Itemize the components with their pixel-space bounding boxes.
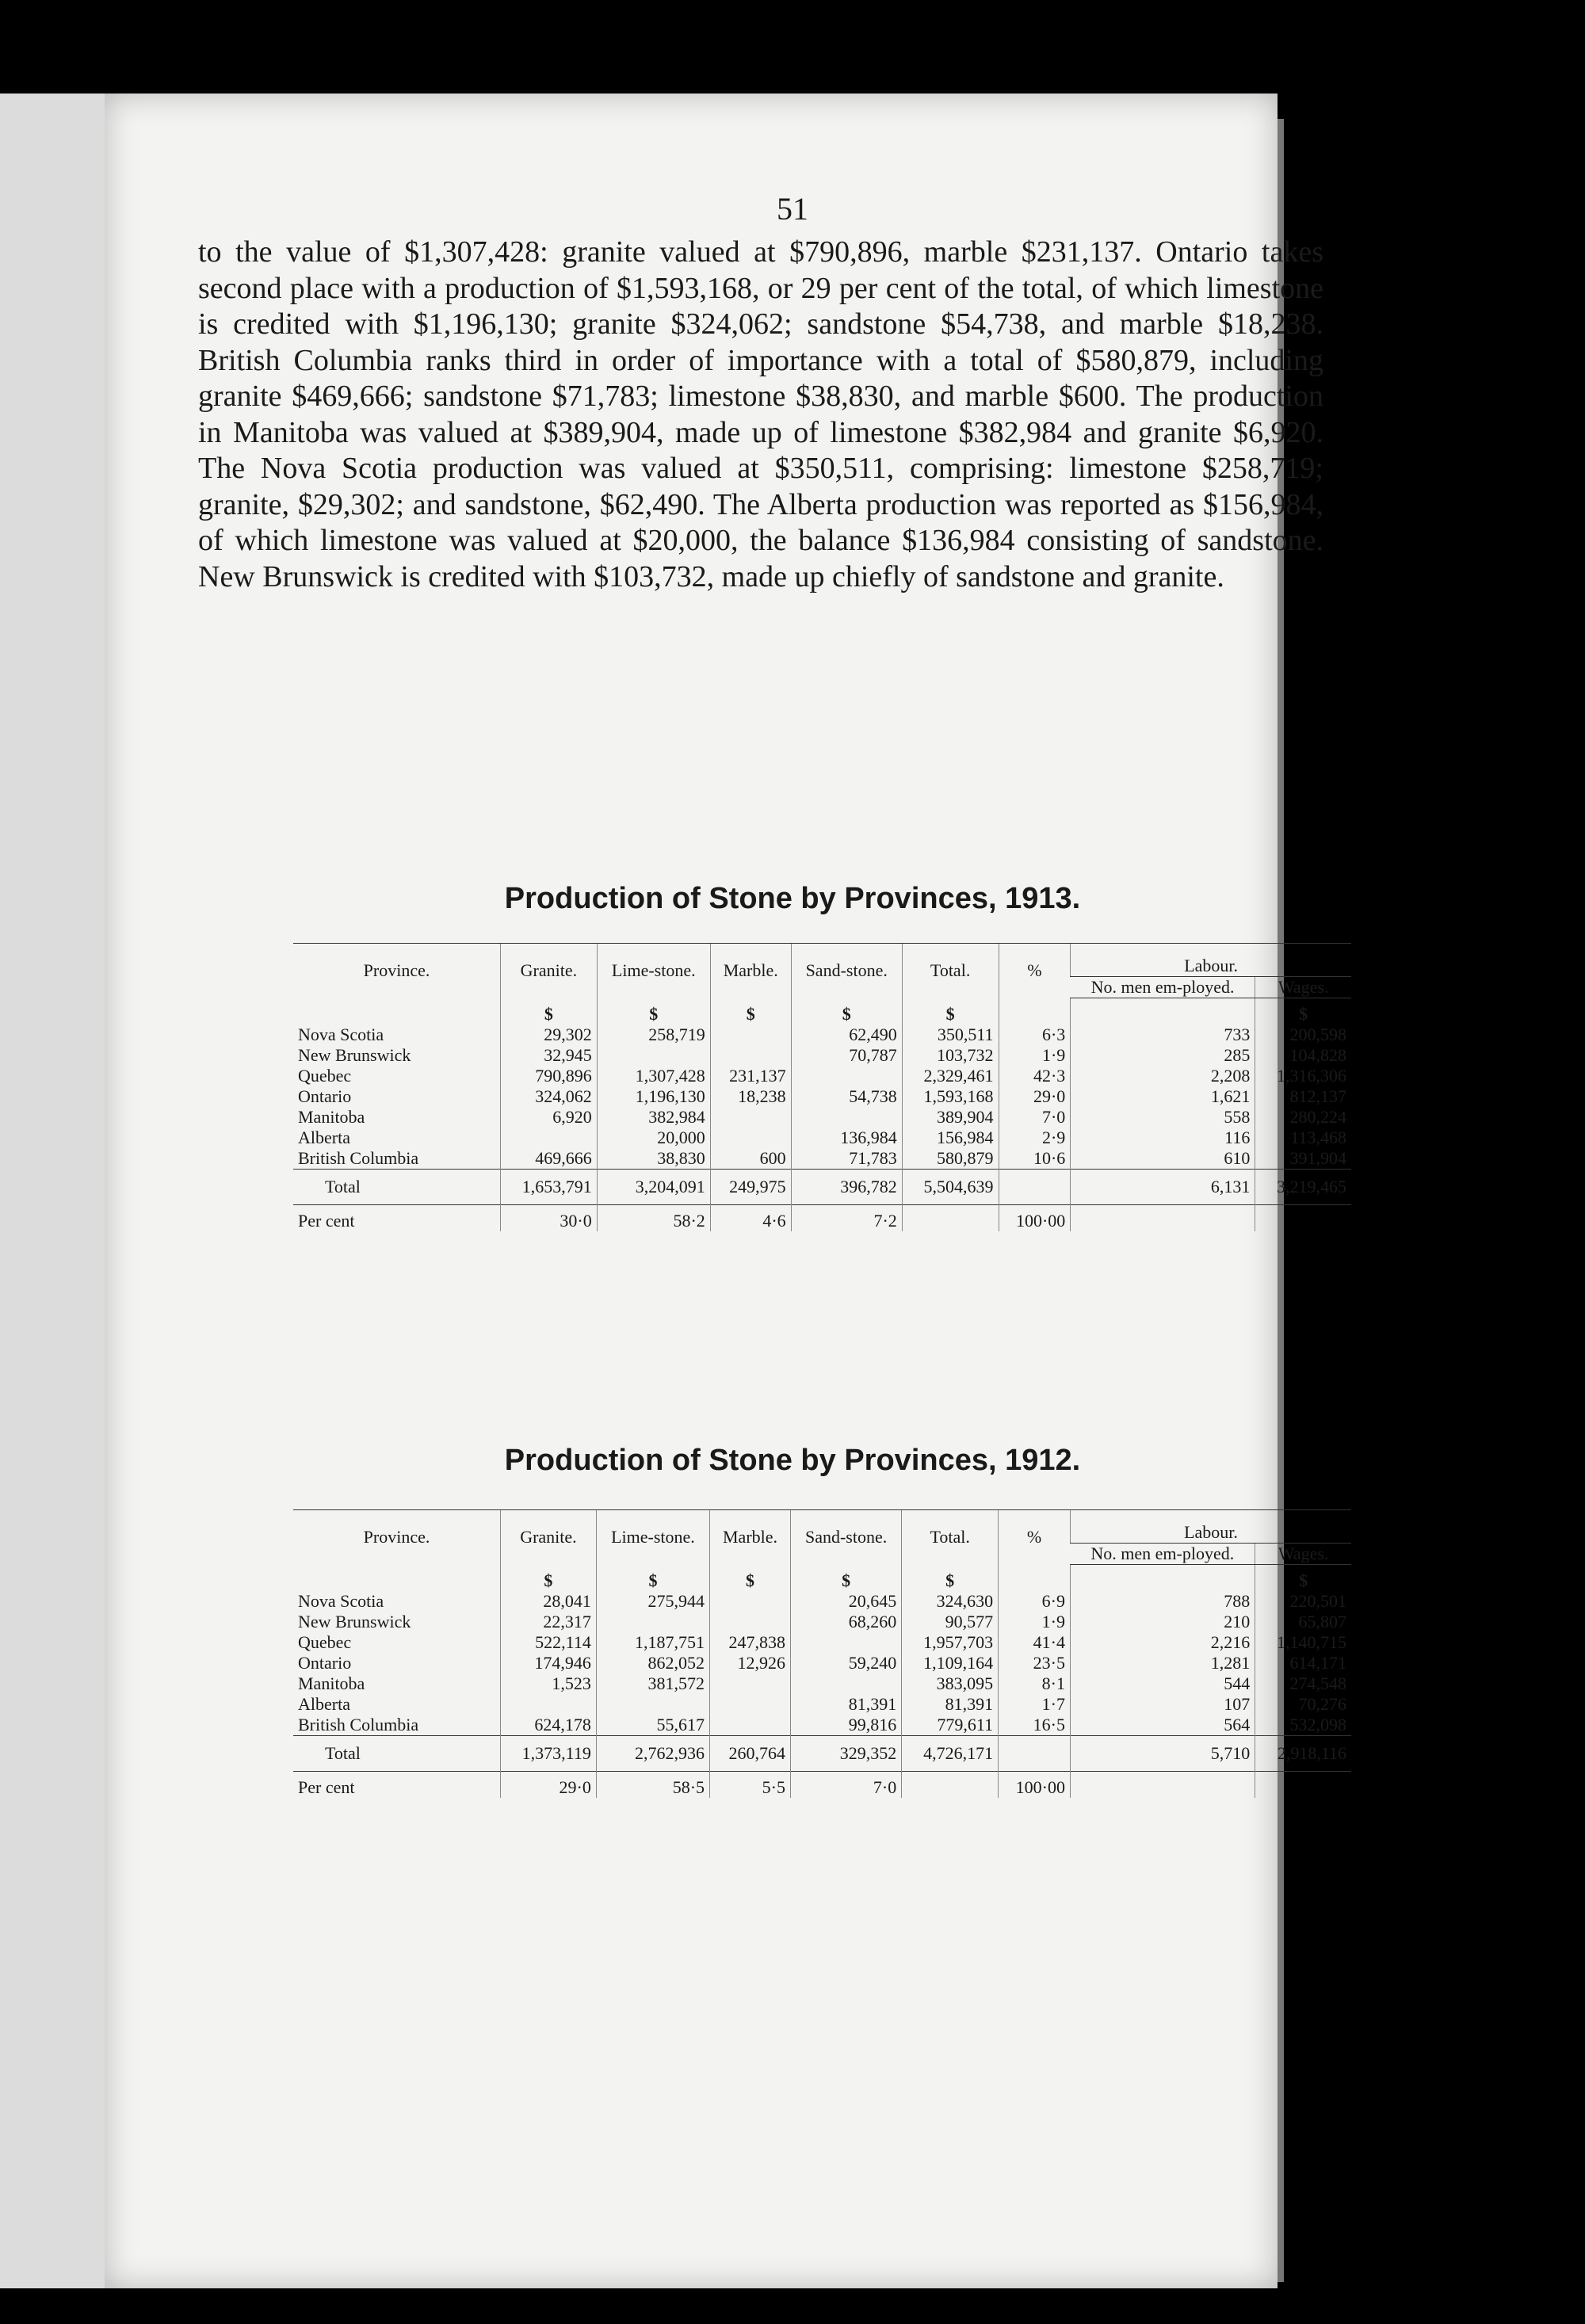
limestone-cell: 1,187,751 (596, 1632, 709, 1653)
sandstone-cell: 62,490 (791, 1025, 902, 1045)
total-cell: 103,732 (902, 1045, 999, 1066)
total-cell: 580,879 (902, 1148, 999, 1170)
total-percent (999, 1170, 1071, 1205)
per-cent-granite: 30·0 (501, 1205, 598, 1232)
wages-cell: 532,098 (1255, 1715, 1351, 1736)
granite-cell: 522,114 (501, 1632, 597, 1653)
per-cent-granite: 29·0 (501, 1772, 597, 1799)
table-row (293, 1694, 1351, 1715)
per-cent-limestone: 58·2 (597, 1205, 710, 1232)
table-title-1913: Production of Stone by Provinces, 1913. (504, 882, 1081, 915)
limestone-cell: 38,830 (597, 1148, 710, 1170)
sandstone-cell: 68,260 (790, 1612, 901, 1632)
limestone-cell: 862,052 (596, 1653, 709, 1673)
table-row (293, 1086, 1351, 1107)
limestone-cell: 1,307,428 (597, 1066, 710, 1086)
men-cell: 285 (1071, 1045, 1255, 1066)
wages-header: Wages. (1255, 1544, 1351, 1565)
per-cent-total (902, 1205, 999, 1232)
table-header (293, 944, 1351, 998)
table-row (293, 1025, 1351, 1045)
total-granite: 1,653,791 (501, 1170, 598, 1205)
table-row (293, 1148, 1351, 1170)
percent-cell: 41·4 (999, 1632, 1071, 1653)
table-row (293, 1591, 1351, 1612)
total-men: 6,131 (1071, 1170, 1255, 1205)
men-employed-header: No. men em-ployed. (1070, 1544, 1255, 1565)
table-row (293, 1673, 1351, 1694)
men-cell: 210 (1070, 1612, 1255, 1632)
sandstone-cell: 54,738 (791, 1086, 902, 1107)
province-cell: Alberta (298, 1694, 350, 1714)
wages-cell: 1,140,715 (1255, 1632, 1351, 1653)
limestone-cell: 258,719 (597, 1025, 710, 1045)
per-cent-limestone: 58·5 (596, 1772, 709, 1799)
province-header: Province. (293, 944, 501, 998)
currency-blank (1070, 1565, 1255, 1592)
table-title-1912: Production of Stone by Provinces, 1912. (504, 1444, 1081, 1477)
total-cell: 383,095 (902, 1673, 999, 1694)
granite-cell (501, 1694, 597, 1715)
limestone-cell: 382,984 (597, 1107, 710, 1128)
per-cent-marble: 5·5 (710, 1772, 791, 1799)
per-cent-label: Per cent (293, 1205, 501, 1232)
percent-cell: 8·1 (999, 1673, 1071, 1694)
wages-cell: 274,548 (1255, 1673, 1351, 1694)
table-row (293, 1653, 1351, 1673)
table-row (293, 1715, 1351, 1736)
per-cent-men (1071, 1205, 1255, 1232)
limestone-header: Lime-stone. (596, 1510, 709, 1565)
sandstone-header: Sand-stone. (790, 1510, 901, 1565)
limestone-cell (597, 1045, 710, 1066)
per-cent-row (293, 1205, 1351, 1232)
per-cent-row (293, 1772, 1351, 1799)
granite-cell (501, 1128, 598, 1148)
total-sandstone: 329,352 (790, 1736, 901, 1772)
percent-cell: 1·7 (999, 1694, 1071, 1715)
granite-header: Granite. (501, 1510, 597, 1565)
sandstone-cell: 59,240 (790, 1653, 901, 1673)
sandstone-cell (791, 1066, 902, 1086)
men-employed-header: No. men em-ployed. (1071, 977, 1255, 998)
province-cell: British Columbia (298, 1148, 419, 1168)
per-cent-wages (1255, 1205, 1351, 1232)
sandstone-header: Sand-stone. (791, 944, 902, 998)
wages-cell: 220,501 (1255, 1591, 1351, 1612)
book-spine-shadow (0, 93, 109, 2288)
percent-cell: 23·5 (999, 1653, 1071, 1673)
province-cell: Nova Scotia (298, 1591, 384, 1611)
marble-cell (710, 1673, 791, 1694)
total-percent (999, 1736, 1071, 1772)
wages-cell: 70,276 (1255, 1694, 1351, 1715)
total-label: Total (293, 1170, 501, 1205)
province-header: Province. (293, 1510, 501, 1565)
dollar-sign: $ (791, 998, 902, 1025)
marble-cell (710, 1128, 791, 1148)
total-limestone: 3,204,091 (597, 1170, 710, 1205)
marble-cell: 18,238 (710, 1086, 791, 1107)
total-cell: 81,391 (902, 1694, 999, 1715)
header-row (293, 1510, 1351, 1544)
table-row (293, 1045, 1351, 1066)
marble-cell (710, 1045, 791, 1066)
granite-cell: 32,945 (501, 1045, 598, 1066)
currency-row (293, 1565, 1351, 1592)
total-total: 4,726,171 (902, 1736, 999, 1772)
marble-cell: 247,838 (710, 1632, 791, 1653)
marble-cell (710, 1591, 791, 1612)
percent-cell: 10·6 (999, 1148, 1071, 1170)
granite-cell: 324,062 (501, 1086, 598, 1107)
granite-cell: 1,523 (501, 1673, 597, 1694)
province-cell: New Brunswick (298, 1045, 411, 1065)
granite-cell: 29,302 (501, 1025, 598, 1045)
total-total: 5,504,639 (902, 1170, 999, 1205)
total-men: 5,710 (1070, 1736, 1255, 1772)
wages-cell: 104,828 (1255, 1045, 1351, 1066)
province-cell: British Columbia (298, 1715, 419, 1734)
percent-header: % (999, 944, 1071, 998)
marble-cell (710, 1612, 791, 1632)
total-marble: 249,975 (710, 1170, 791, 1205)
total-cell: 350,511 (902, 1025, 999, 1045)
paragraph-text: to the value of $1,307,428: granite valued at $790,896, marble $231,137. Ontario takes second place with a production of $1,593,168, or 29 per cent of the total, of which limestone is credited with $1,196,130; granite $324,062; sandstone $54,738, and marble $18,238. British Columbia ranks third in order of importance with a total of $580,879, including granite $469,666; sandstone $71,783; limestone $38,830, and marble $600. The production in Manitoba was valued at $389,904, made up of limestone $382,984 and granite $6,920. The Nova Scotia production was valued at $350,511, comprising: limestone $258,719; granite, $29,302; and sandstone, $62,490. The Alberta production was reported as $156,984, of which limestone was valued at $20,000, the balance $136,984 consisting of sandstone. New Brunswick is credited with $103,732, made up chiefly of sandstone and granite. (198, 235, 1323, 593)
wages-cell: 113,468 (1255, 1128, 1351, 1148)
men-cell: 788 (1070, 1591, 1255, 1612)
per-cent-sandstone: 7·0 (790, 1772, 901, 1799)
granite-cell: 6,920 (501, 1107, 598, 1128)
province-cell: Manitoba (298, 1673, 365, 1693)
total-cell: 2,329,461 (902, 1066, 999, 1086)
province-cell: Manitoba (298, 1107, 365, 1127)
marble-header: Marble. (710, 1510, 791, 1565)
granite-cell: 28,041 (501, 1591, 597, 1612)
men-cell: 1,621 (1071, 1086, 1255, 1107)
total-cell: 324,630 (902, 1591, 999, 1612)
dollar-sign: $ (710, 998, 791, 1025)
body-paragraph (198, 235, 1323, 595)
marble-cell (710, 1107, 791, 1128)
men-cell: 733 (1071, 1025, 1255, 1045)
per-cent-total (902, 1772, 999, 1799)
province-cell: Ontario (298, 1086, 352, 1106)
total-cell: 156,984 (902, 1128, 999, 1148)
table-row (293, 1066, 1351, 1086)
wages-cell: 65,807 (1255, 1612, 1351, 1632)
labour-header: Labour. (1071, 944, 1351, 977)
total-wages: 3,219,465 (1255, 1170, 1351, 1205)
sandstone-cell: 70,787 (791, 1045, 902, 1066)
table-body (293, 998, 1351, 1232)
per-cent-men (1070, 1772, 1255, 1799)
table-row (293, 1612, 1351, 1632)
currency-blank (293, 998, 501, 1025)
percent-cell: 42·3 (999, 1066, 1071, 1086)
table-row (293, 1632, 1351, 1653)
header-row (293, 944, 1351, 977)
stone-production-table-1913 (293, 943, 1351, 1231)
men-cell: 2,208 (1071, 1066, 1255, 1086)
sandstone-cell (790, 1673, 901, 1694)
dollar-sign: $ (902, 1565, 999, 1592)
per-cent-percent: 100·00 (999, 1772, 1071, 1799)
men-cell: 564 (1070, 1715, 1255, 1736)
wages-cell: 200,598 (1255, 1025, 1351, 1045)
labour-header: Labour. (1070, 1510, 1351, 1544)
dollar-sign: $ (790, 1565, 901, 1592)
per-cent-label: Per cent (293, 1772, 501, 1799)
marble-cell (710, 1694, 791, 1715)
dollar-sign: $ (1255, 1565, 1351, 1592)
wages-cell: 280,224 (1255, 1107, 1351, 1128)
limestone-cell: 20,000 (597, 1128, 710, 1148)
currency-blank (293, 1565, 501, 1592)
percent-cell: 7·0 (999, 1107, 1071, 1128)
dollar-sign: $ (902, 998, 999, 1025)
sandstone-cell: 71,783 (791, 1148, 902, 1170)
limestone-cell: 275,944 (596, 1591, 709, 1612)
stone-production-table-1912 (293, 1509, 1351, 1798)
currency-blank (1071, 998, 1255, 1025)
per-cent-percent: 100·00 (999, 1205, 1071, 1232)
sandstone-cell: 99,816 (790, 1715, 901, 1736)
dollar-sign: $ (1255, 998, 1351, 1025)
province-cell: Nova Scotia (298, 1025, 384, 1044)
total-granite: 1,373,119 (501, 1736, 597, 1772)
limestone-cell (596, 1612, 709, 1632)
currency-row (293, 998, 1351, 1025)
men-cell: 116 (1071, 1128, 1255, 1148)
wages-header: Wages. (1255, 977, 1351, 998)
total-header: Total. (902, 1510, 999, 1565)
dollar-sign: $ (710, 1565, 791, 1592)
per-cent-sandstone: 7·2 (791, 1205, 902, 1232)
total-cell: 1,109,164 (902, 1653, 999, 1673)
sandstone-cell: 81,391 (790, 1694, 901, 1715)
dollar-sign: $ (597, 998, 710, 1025)
marble-cell: 12,926 (710, 1653, 791, 1673)
total-sandstone: 396,782 (791, 1170, 902, 1205)
province-cell: Alberta (298, 1128, 350, 1147)
granite-header: Granite. (501, 944, 598, 998)
table-body (293, 1565, 1351, 1799)
table-row (293, 1107, 1351, 1128)
province-cell: Quebec (298, 1632, 352, 1652)
table-row (293, 1128, 1351, 1148)
percent-cell: 29·0 (999, 1086, 1071, 1107)
wages-cell: 1,316,306 (1255, 1066, 1351, 1086)
total-cell: 1,593,168 (902, 1086, 999, 1107)
sandstone-cell: 136,984 (791, 1128, 902, 1148)
percent-cell: 1·9 (999, 1612, 1071, 1632)
granite-cell: 174,946 (501, 1653, 597, 1673)
sandstone-cell: 20,645 (790, 1591, 901, 1612)
granite-cell: 22,317 (501, 1612, 597, 1632)
marble-cell (710, 1025, 791, 1045)
marble-cell (710, 1715, 791, 1736)
currency-blank (999, 998, 1071, 1025)
limestone-cell: 1,196,130 (597, 1086, 710, 1107)
percent-header: % (999, 1510, 1071, 1565)
wages-cell: 391,904 (1255, 1148, 1351, 1170)
per-cent-wages (1255, 1772, 1351, 1799)
total-cell: 1,957,703 (902, 1632, 999, 1653)
table-header (293, 1510, 1351, 1565)
percent-cell: 2·9 (999, 1128, 1071, 1148)
percent-cell: 6·9 (999, 1591, 1071, 1612)
percent-cell: 6·3 (999, 1025, 1071, 1045)
total-cell: 779,611 (902, 1715, 999, 1736)
marble-header: Marble. (710, 944, 791, 998)
total-row (293, 1736, 1351, 1772)
currency-blank (999, 1565, 1071, 1592)
granite-cell: 624,178 (501, 1715, 597, 1736)
total-marble: 260,764 (710, 1736, 791, 1772)
sandstone-cell (791, 1107, 902, 1128)
province-cell: New Brunswick (298, 1612, 411, 1631)
men-cell: 610 (1071, 1148, 1255, 1170)
limestone-cell: 381,572 (596, 1673, 709, 1694)
dollar-sign: $ (596, 1565, 709, 1592)
wages-cell: 614,171 (1255, 1653, 1351, 1673)
limestone-header: Lime-stone. (597, 944, 710, 998)
limestone-cell (596, 1694, 709, 1715)
percent-cell: 1·9 (999, 1045, 1071, 1066)
men-cell: 2,216 (1070, 1632, 1255, 1653)
marble-cell: 231,137 (710, 1066, 791, 1086)
men-cell: 558 (1071, 1107, 1255, 1128)
province-cell: Ontario (298, 1653, 352, 1673)
dollar-sign: $ (501, 1565, 597, 1592)
percent-cell: 16·5 (999, 1715, 1071, 1736)
granite-cell: 790,896 (501, 1066, 598, 1086)
per-cent-marble: 4·6 (710, 1205, 791, 1232)
men-cell: 1,281 (1070, 1653, 1255, 1673)
page-number: 51 (777, 191, 808, 227)
province-cell: Quebec (298, 1066, 352, 1086)
total-row (293, 1170, 1351, 1205)
men-cell: 544 (1070, 1673, 1255, 1694)
total-header: Total. (902, 944, 999, 998)
total-limestone: 2,762,936 (596, 1736, 709, 1772)
total-cell: 90,577 (902, 1612, 999, 1632)
total-wages: 2,918,116 (1255, 1736, 1351, 1772)
sandstone-cell (790, 1632, 901, 1653)
total-label: Total (293, 1736, 501, 1772)
wages-cell: 812,137 (1255, 1086, 1351, 1107)
men-cell: 107 (1070, 1694, 1255, 1715)
granite-cell: 469,666 (501, 1148, 598, 1170)
total-cell: 389,904 (902, 1107, 999, 1128)
limestone-cell: 55,617 (596, 1715, 709, 1736)
marble-cell: 600 (710, 1148, 791, 1170)
dollar-sign: $ (501, 998, 598, 1025)
